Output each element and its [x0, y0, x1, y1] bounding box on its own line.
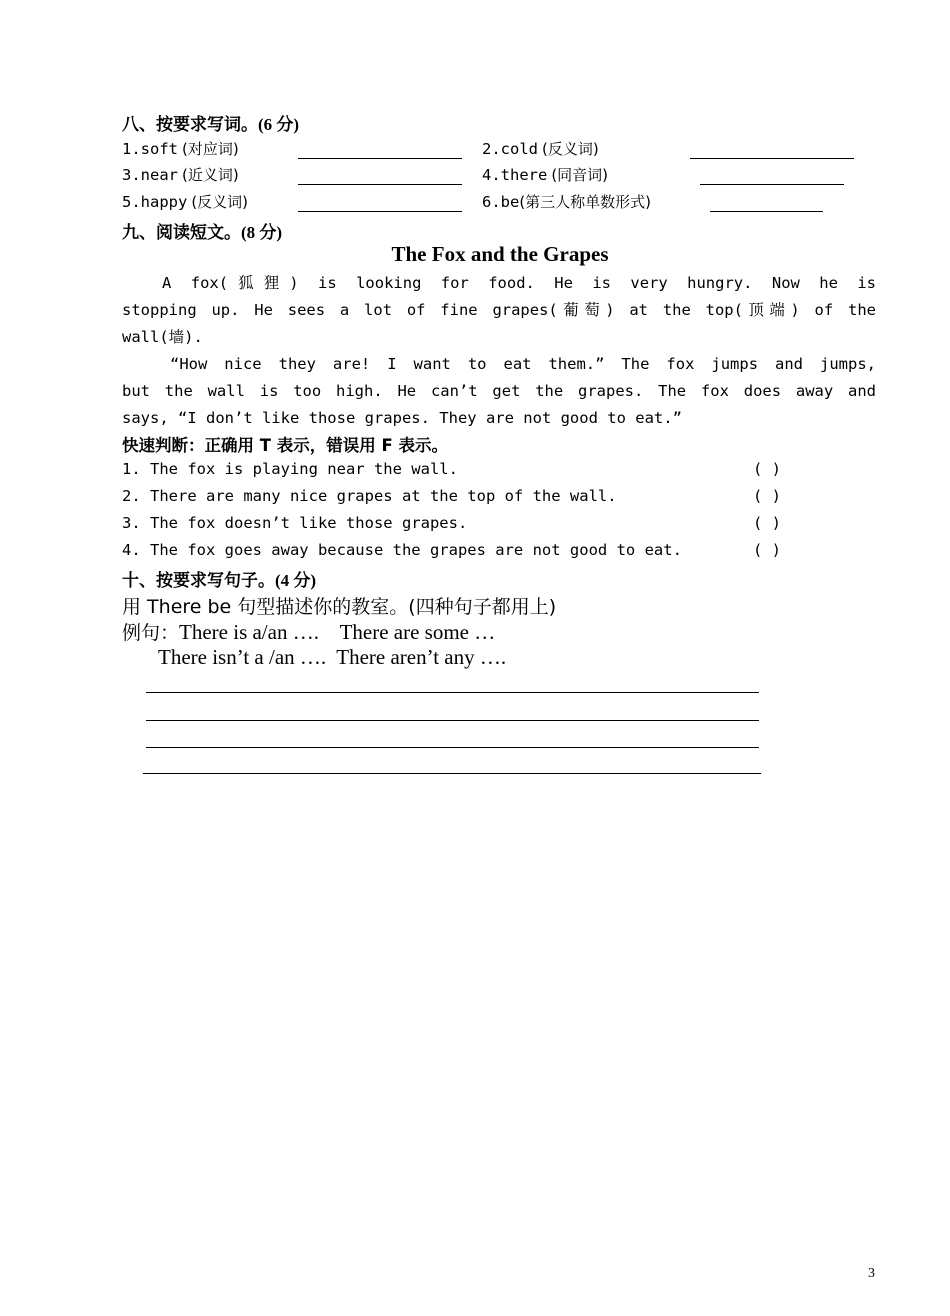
section8-title: 八、按要求写词。 [122, 115, 258, 135]
story-title: The Fox and the Grapes [391, 242, 609, 266]
example-label: 例句： [122, 622, 180, 644]
statement-1: 1. The fox is playing near the wall. [122, 460, 458, 478]
section10-instruction: 用 There be 句型描述你的教室。(四种句子都用上) [122, 596, 557, 618]
example-sentence: There is a/an …. There are some … [179, 620, 496, 644]
passage-line: stopping up. He sees a lot of fine grapes(葡萄) at the top(顶端) of the [122, 301, 876, 319]
word-item-hint: (反义词) [542, 140, 599, 158]
statement-2: 2. There are many nice grapes at the top of the wall. [122, 487, 617, 505]
answer-blank[interactable] [298, 197, 462, 212]
judge-instruction: 快速判断：正确用 T 表示，错误用 F 表示。 [122, 436, 449, 455]
writing-line[interactable] [146, 720, 759, 721]
answer-bracket[interactable]: ( ) [753, 460, 781, 478]
section10-score: (4 分) [275, 571, 317, 590]
example-line-1 [122, 618, 495, 645]
writing-line[interactable] [146, 692, 759, 693]
answer-blank[interactable] [690, 144, 854, 159]
answer-blank[interactable] [710, 197, 823, 212]
word-item-2 [482, 138, 599, 159]
word-item-3 [122, 164, 239, 185]
word-item-hint: (反义词) [191, 193, 249, 211]
passage-line: wall(墙). [122, 328, 203, 346]
word-item-5 [122, 191, 248, 212]
answer-blank[interactable] [298, 170, 462, 185]
passage-line: “How nice they are! I want to eat them.” The fox jumps and jumps, [170, 355, 876, 373]
writing-line[interactable] [146, 747, 759, 748]
answer-bracket[interactable]: ( ) [753, 541, 781, 559]
writing-line[interactable] [143, 773, 761, 774]
section9-title: 九、阅读短文。 [122, 223, 241, 243]
passage-line: A fox(狐狸) is looking for food. He is very hungry. Now he is [162, 274, 876, 292]
word-item-label: 4.there [482, 166, 548, 184]
word-item-hint: (近义词) [182, 166, 239, 184]
answer-bracket[interactable]: ( ) [753, 514, 781, 532]
statement-4: 4. The fox goes away because the grapes are not good to eat. [122, 541, 682, 559]
story-passage [122, 270, 876, 432]
word-item-hint: (对应词) [182, 140, 239, 158]
section9-heading [122, 218, 282, 243]
word-item-label: 5.happy [122, 193, 188, 211]
word-item-hint: (同音词) [551, 166, 609, 184]
word-item-label: 2.cold [482, 140, 538, 158]
section8-heading [122, 110, 299, 135]
passage-line: but the wall is too high. He can’t get the grapes. The fox does away and [122, 382, 876, 400]
section9-score: (8 分) [241, 223, 283, 242]
answer-bracket[interactable]: ( ) [753, 487, 781, 505]
section8-score: (6 分) [258, 115, 300, 134]
word-item-label: 6.be [482, 193, 520, 211]
word-item-label: 3.near [122, 166, 178, 184]
passage-line: says, “I don’t like those grapes. They are not good to eat.” [122, 409, 682, 427]
word-item-label: 1.soft [122, 140, 178, 158]
word-item-4 [482, 164, 608, 185]
page-number: 3 [868, 1266, 875, 1281]
answer-blank[interactable] [298, 144, 462, 159]
example-line-2: There isn’t a /an …. There aren’t any …. [158, 645, 507, 669]
section10-heading [122, 566, 316, 591]
answer-blank[interactable] [700, 170, 844, 185]
statement-3: 3. The fox doesn’t like those grapes. [122, 514, 468, 532]
word-item-6 [482, 191, 651, 212]
section10-title: 十、按要求写句子。 [122, 571, 275, 591]
word-item-hint: (第三人称单数形式) [519, 193, 652, 211]
word-item-1 [122, 138, 239, 159]
